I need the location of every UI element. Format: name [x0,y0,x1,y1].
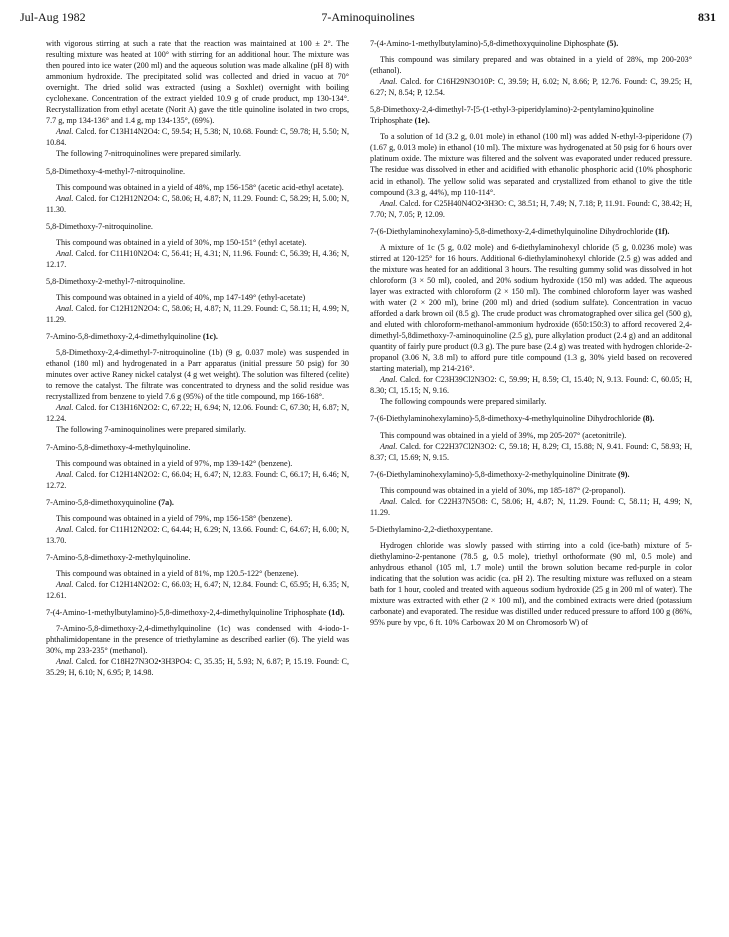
compound-number: (1c). [202,332,218,342]
analysis-label: Anal. [380,496,398,506]
compound-name: 7-Amino-5,8-dimethoxyquinoline [46,497,157,507]
journal-date: Jul-Aug 1982 [20,10,86,24]
compound-name: 7-(6-Diethylaminohexylamino)-5,8-dimethoxy-2,4-dimethylquinoline Dihydrochloride [370,226,654,236]
compound-heading [46,221,349,232]
body-paragraph: This compound was obtained in a yield of 40%, mp 147-149° (ethyl-acetate) [56,292,306,302]
body-paragraph: A mixture of 1c (5 g, 0.02 mole) and 6-diethylaminohexyl chloride (5 g, 0.0236 mole) was stirred at 120-125° for 16 hours. Additional 6-diethylaminohexyl chloride (2.5 g) was added and the mixture was heated for an additional 3 hours. The resulting gummy solid was dissolved in hot chloroform (3 × 50 ml), cooled, and 20% sodium hydroxide (150 ml) was added. The aqueous layer was extracted with chloroform (2 × 150 ml). The combined chloroform layer was washed with water (2 × 200 ml), brine (200 ml) and dried (sodium sulfate). Concentration in vacuo afforded a dark brown oil (8.5 g). The crude product was chromatographed over silica gel (500 g), and eluted with chloroform-methanol-ammonium hydroxide (650:150:3) to afford recovered 2,4-dimethyl-5,8dimethoxy-7-aminoquinoline (2.5 g), pure alkylation product (2.4 g) and an additonal quantity of fairly pure product (0.3 g). The pure base (2.4 g) was treated with hydrogen chloride-2-propanol (3.06 N, 3.8 ml) to afford pure title compound (1.3 g, 30% yield based on recovered starting material), mp 214-216°. [370,242,692,374]
compound-number: (8). [642,414,655,424]
compound-heading [46,276,349,287]
body-paragraph: This compound was similary prepared and was obtained in a yield of 28%, mp 200-203° (ethanol). [370,55,692,76]
analysis-label: Anal. [56,127,74,137]
compound-name: 7-(4-Amino-1-methylbutylamino)-5,8-dimethoxy-2,4-dimethylquinoline Triphosphate [46,608,327,618]
elemental-analysis [46,248,349,270]
body-paragraph: This compound was obtained in a yield of 48%, mp 156-158° (acetic acid-ethyl acetate). [56,182,344,192]
body-paragraph: 7-Amino-5,8-dimethoxy-2,4-dimethylquinoline (1c) was condensed with 4-iodo-1-phthalimidopentane in the presence of triethylamine as described earlier (6). The yield was 30%, mp 233-235° (methanol). [46,624,349,656]
analysis-values: Calcd. for C11H12N2O2: C, 64.44; H, 6.29; N, 13.66. Found: C, 64.67; H, 6.00; N, 13.70. [46,524,349,545]
compound-heading [370,524,692,535]
elemental-analysis [46,579,349,601]
elemental-analysis [370,198,692,220]
analysis-label: Anal. [56,403,74,413]
analysis-label: Anal. [380,375,398,385]
analysis-values: Calcd. for C12H12N2O4: C, 58.06; H, 4.87; N, 11.29. Found: C, 58.29; H, 5.00; N, 11.30. [46,193,349,214]
analysis-label: Anal. [56,193,74,203]
compound-number: (9). [617,469,630,479]
compound-name: 5-Diethylamino-2,2-diethoxypentane. [370,524,493,534]
compound-name: 7-Amino-5,8-dimethoxy-2,4-dimethylquinoline [46,332,201,342]
compound-heading [46,607,349,618]
analysis-values: Calcd. for C18H27N3O2•3H3PO4: C, 35.35; H, 5.93; N, 6.87; P, 15.19. Found: C, 35.29; H, 6.10; N, 6.95; P, 14.98. [46,657,349,678]
elemental-analysis [46,469,349,491]
analysis-label: Anal. [56,524,74,534]
elemental-analysis [370,441,692,463]
compound-heading [370,104,692,126]
compound-name: 7-Amino-5,8-dimethoxy-4-methylquinoline. [46,442,191,452]
analysis-label: Anal. [56,579,74,589]
compound-name: 5,8-Dimethoxy-4-methyl-7-nitroquinoline. [46,166,186,176]
analysis-values: Calcd. for C13H14N2O4: C, 59.54; H, 5.38; N, 10.68. Found: C, 59.78; H, 5.50; N, 10.84. [46,127,349,148]
compound-heading [46,166,349,177]
body-paragraph: Hydrogen chloride was slowly passed with stirring into a cold (ice-bath) mixture of 5-diethylamino-2-pentanone (78.5 g, 0.5 mole), triethyl orthoformate (90 ml, 0.5 mole) and anhydrous ethanol (105 ml, 1.7 mole) until the brown solution became red-purple in color indicating that the solution was acidic (ca. pH 2). The resulting mixture was refluxed on a steam bath for 1 hour, cooled and treated with aqueous sodium hydroxide (25 g in 200 ml of water). The mixture was extracted with ether (2 × 100 ml), and the combined extracts were dried (potassium carbonate) and evaporated. The residue was distilled under reduced pressure to afford 100 g (86%, 95% pure by vpc, 6 ft. 10% Carbowax 20 M on Chromosorb W) of [370,540,692,628]
analysis-values: Calcd. for C13H16N2O2: C, 67.22; H, 6.94; N, 12.06. Found: C, 67.30; H, 6.87; N, 12.24. [46,403,349,424]
analysis-label: Anal. [56,469,74,479]
elemental-analysis [46,303,349,325]
elemental-analysis [46,193,349,215]
elemental-analysis [370,374,692,396]
body-paragraph: This compound was obtained in a yield of 79%, mp 156-158° (benzene). [56,513,293,523]
compound-number: (7a). [158,497,174,507]
elemental-analysis [46,524,349,546]
analysis-values: Calcd. for C22H37N5O8: C, 58.06; H, 4.87; N, 11.29. Found: C, 58.11; H, 4.99; N, 11.29. [370,496,693,517]
right-column [370,38,692,628]
body-paragraph: This compound was obtained in a yield of 30%, mp 150-151° (ethyl acetate). [56,237,307,247]
compound-number: (5). [606,39,619,48]
analysis-label: Anal. [56,248,74,258]
body-paragraph: 5,8-Dimethoxy-2,4-dimethyl-7-nitroquinoline (1b) (9 g, 0.037 mole) was suspended in ethanol (180 ml) and hydrogenated in a Parr apparatus (initial pressure 50 psig) for 30 minutes over active Raney nickel catalyst (4 g wet weight). The solution was filtered (celite) to remove the catalyst. The filtrate was concentrated to dryness and the solid residue was recrystallized from benzene to yield 7.6 g (95%) of the title compound, mp 166-168°. [46,348,349,402]
analysis-label: Anal. [56,303,74,313]
analysis-values: Calcd. for C25H40N4O2•3H3O: C, 38.51; H, 7.49; N, 7.18; P, 11.91. Found: C, 38.42; H, 7.70; N, 7.05; P, 12.09. [370,198,692,219]
compound-heading [46,497,349,508]
body-paragraph: The following 7-aminoquinolines were prepared similarly. [56,425,246,435]
analysis-values: Calcd. for C12H14N2O2: C, 66.03; H, 6.47; N, 12.84. Found: C, 65.95; H, 6.35; N, 12.61. [46,579,349,601]
compound-name: 5,8-Dimethoxy-2,4-dimethyl-7-[5-(1-ethyl-3-piperidylamino)-2-pentylamino]quinoline Triphosphate [370,105,654,126]
compound-number: (1f). [655,226,670,236]
compound-heading [46,552,349,563]
compound-name: 7-(6-Diethylaminohexylamino)-5,8-dimethoxy-2-methylquinoline Dinitrate [370,469,616,479]
elemental-analysis [46,126,349,148]
compound-heading [46,331,349,342]
analysis-label: Anal. [380,198,398,208]
compound-heading [370,38,692,49]
page-number: 831 [698,10,716,24]
compound-name: 7-(4-Amino-1-methylbutylamino)-5,8-dimethoxyquinoline Diphosphate [370,39,605,48]
running-header [20,10,716,26]
analysis-label: Anal. [380,77,398,87]
elemental-analysis [46,656,349,678]
body-paragraph: This compound was obtained in a yield of 30%, mp 185-187° (2-propanol). [380,485,626,495]
body-paragraph: To a solution of 1d (3.2 g, 0.01 mole) in ethanol (100 ml) was added N-ethyl-3-piperidone (7) (1.67 g, 0.013 mole) in ethanol (10 ml). The mixture was hydrogenated at 50 psig for 6 hours over platinum oxide. The mixture was filtered and the solvent was evaporated under reduced pressure. The residue was dissolved in ether and acidified with ethanolic phosphoric acid (10% phosphoric acid in ethanol). The yellow solid was separated and crystallized from ethanol to give the title compound (3.3 g, 44%), mp 110-114°. [370,132,692,197]
compound-name: 7-Amino-5,8-dimethoxy-2-methylquinoline. [46,552,191,562]
analysis-values: Calcd. for C11H10N2O4: C, 56.41; H, 4.31; N, 11.96. Found: C, 56.39; H, 4.36; N, 12.17. [46,248,350,269]
analysis-label: Anal. [380,441,398,451]
compound-number: (1d). [328,608,345,618]
body-paragraph: This compound was obtained in a yield of 39%, mp 205-207° (acetonitrile). [380,430,627,440]
compound-heading [370,226,692,237]
elemental-analysis [370,76,692,98]
compound-name: 5,8-Dimethoxy-7-nitroquinoline. [46,221,153,231]
compound-number: (1e). [414,116,430,126]
compound-heading [370,469,692,480]
analysis-values: Calcd. for C23H39Cl2N3O2: C, 59.99; H, 8.59; Cl, 15.40; N, 9.13. Found: C, 60.05; H, 8.30; Cl, 15.15; N, 9.16. [370,375,693,396]
compound-name: 7-(6-Diethylaminohexylamino)-5,8-dimethoxy-4-methylquinoline Dihydrochloride [370,414,641,424]
analysis-label: Anal. [56,657,74,667]
analysis-values: Calcd. for C12H12N2O4: C, 58.06; H, 4.87; N, 11.29. Found: C, 58.11; H, 4.99; N, 11.29. [46,303,350,325]
running-title: 7-Aminoquinolines [321,10,415,24]
compound-heading [370,413,692,424]
analysis-values: Calcd. for C22H37Cl2N3O2: C, 59.18; H, 8.29; Cl, 15.88; N, 9.41. Found: C, 58.93; H, 8.37; Cl, 15.69; N, 9.15. [370,441,693,462]
analysis-values: Calcd. for C16H29N3O10P: C, 39.59; H, 6.02; N, 8.66; P, 12.76. Found: C, 39.25; H, 6.27; N, 8.54; P, 12.54. [370,77,692,98]
compound-heading [46,442,349,453]
body-paragraph: This compound was obtained in a yield of 97%, mp 139-142° (benzene). [56,458,293,468]
elemental-analysis [370,496,692,518]
left-column [46,38,349,678]
body-paragraph: The following compounds were prepared similarly. [380,397,547,407]
body-paragraph: This compound was obtained in a yield of 81%, mp 120.5-122° (benzene). [56,568,299,578]
analysis-values: Calcd. for C12H14N2O2: C, 66.04; H, 6.47; N, 12.83. Found: C, 66.17; H, 6.46; N, 12.72. [46,469,349,490]
body-paragraph: with vigorous stirring at such a rate that the reaction was maintained at 100 ± 2°. The resulting mixture was heated at 100° with stirring for an additional hour. The mixture was then poured into ice water (200 ml) and the aqueous solution was made alkaline (pH 8) with ammonium hydroxide. The precipitated solid was collected and dried in vacuo at 70° overnight. The dried solid was extracted (using a Soxhlet) overnight with boiling cyclohexane. Concentration of the extract yielded 10.9 g of crude product, mp 130-134°. Recrystallization from ethyl acetate (Norit A) gave the title quinoline isolated in two crops, 7.7 g, mp 134-136° and 1.4 g, mp 134-135°, (69%). [46,39,349,126]
elemental-analysis [46,402,349,424]
compound-name: 5,8-Dimethoxy-2-methyl-7-nitroquinoline. [46,276,186,286]
body-paragraph: The following 7-nitroquinolines were prepared similarly. [56,149,241,159]
